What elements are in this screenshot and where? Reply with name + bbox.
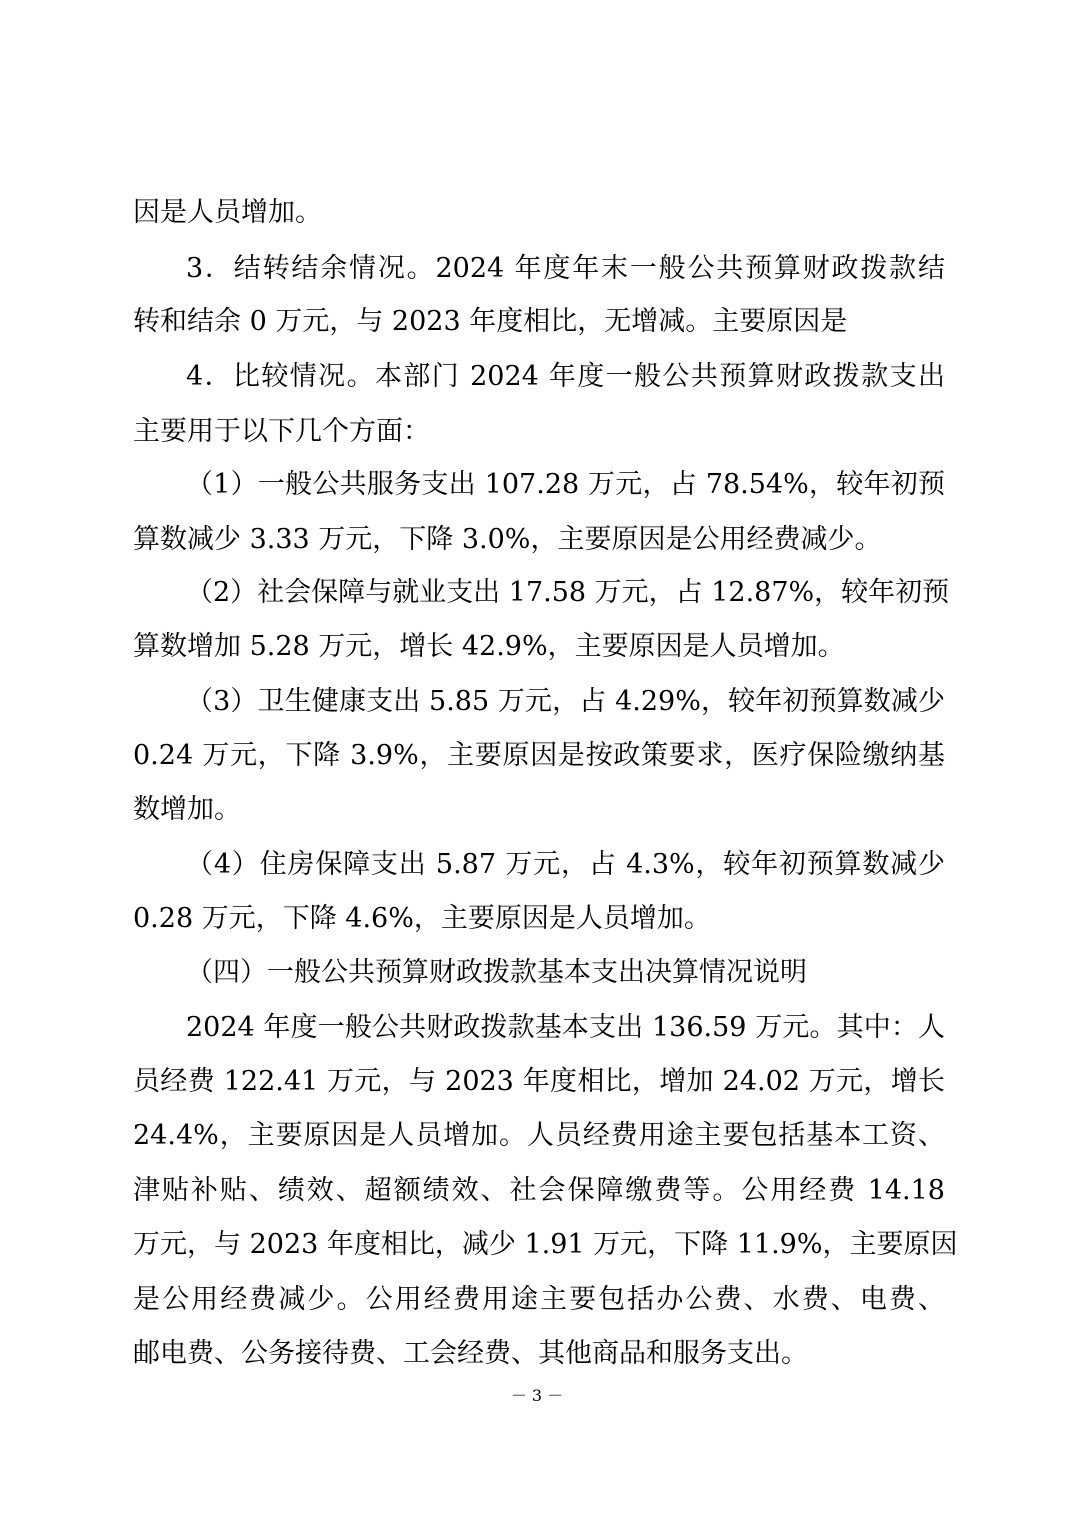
text-line: 主要用于以下几个方面： [133, 416, 430, 447]
page-number: － 3 － [510, 1386, 564, 1405]
text-line: 算数增加 5.28 万元，增长 42.9%，主要原因是人员增加。 [133, 631, 845, 662]
text-line: （2）社会保障与就业支出 17.58 万元，占 12.87%，较年初预 [186, 577, 950, 608]
text-line: 邮电费、公务接待费、工会经费、其他商品和服务支出。 [133, 1338, 808, 1369]
text-line: 3．结转结余情况。2024 年度年末一般公共预算财政拨款结 [186, 253, 945, 284]
section-heading: （四）一般公共预算财政拨款基本支出决算情况说明 [186, 957, 807, 988]
text-line: 算数减少 3.33 万元，下降 3.0%，主要原因是公用经费减少。 [133, 524, 882, 555]
text-line: 津贴补贴、绩效、超额绩效、社会保障缴费等。公用经费 14.18 [133, 1175, 945, 1206]
text-line: 是公用经费减少。公用经费用途主要包括办公费、水费、电费、 [133, 1284, 945, 1315]
text-line: 万元，与 2023 年度相比，减少 1.91 万元，下降 11.9%，主要原因 [133, 1229, 958, 1260]
text-line: 转和结余 0 万元，与 2023 年度相比，无增减。主要原因是 [133, 306, 848, 337]
text-line: 4．比较情况。本部门 2024 年度一般公共预算财政拨款支出 [186, 361, 945, 392]
text-line: （4）住房保障支出 5.87 万元，占 4.3%，较年初预算数减少 [186, 849, 945, 880]
text-line: 24.4%，主要原因是人员增加。人员经费用途主要包括基本工资、 [133, 1120, 945, 1151]
text-line: 0.28 万元，下降 4.6%，主要原因是人员增加。 [133, 903, 711, 934]
text-line: 2024 年度一般公共财政拨款基本支出 136.59 万元。其中：人 [186, 1012, 945, 1043]
text-line: 数增加。 [133, 794, 241, 825]
text-line: 员经费 122.41 万元，与 2023 年度相比，增加 24.02 万元，增长 [133, 1066, 945, 1097]
text-line: 0.24 万元，下降 3.9%，主要原因是按政策要求，医疗保险缴纳基 [133, 740, 945, 771]
text-line: （3）卫生健康支出 5.85 万元，占 4.29%，较年初预算数减少 [186, 686, 945, 717]
text-line: （1）一般公共服务支出 107.28 万元，占 78.54%，较年初预 [186, 469, 945, 500]
text-line: 因是人员增加。 [133, 197, 322, 228]
